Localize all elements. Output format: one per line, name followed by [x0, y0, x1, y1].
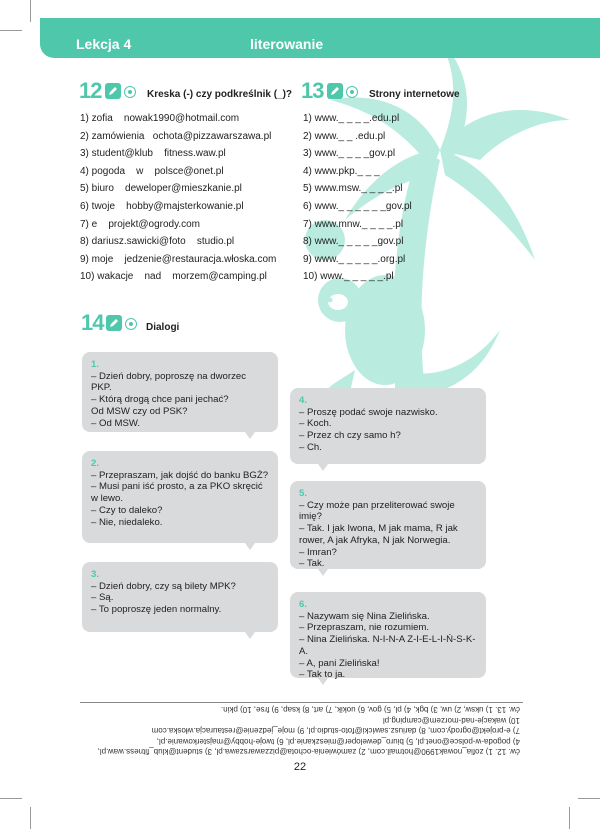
list-item: 3) student@klub fitness.waw.pl	[80, 148, 226, 160]
list-item: 2) www._ _ .edu.pl	[303, 130, 386, 142]
dialog-line: – Imran?	[299, 546, 337, 558]
dialog-line: – Przez ch czy samo h?	[299, 430, 401, 442]
dialog-bubble-4	[290, 388, 486, 464]
dialog-line: – Nazywam się Nina Zielińska.	[299, 610, 430, 622]
dialog-line: – Dzień dobry, czy są bilety MPK?	[91, 580, 236, 592]
pencil-icon	[106, 315, 122, 331]
list-item: 6) www._ _ _ _ _ _gov.pl	[303, 200, 412, 212]
exercise-12-list	[80, 110, 300, 286]
dialog-number: 6.	[299, 599, 308, 610]
list-item: 8) dariusz.sawicki@foto studio.pl	[80, 236, 235, 248]
bubble-tail	[318, 569, 328, 576]
dialog-line: – Dzień dobry, poproszę na dworzec PKP.	[91, 370, 249, 394]
exercise-14-number: 14	[81, 310, 104, 335]
dialog-line: – To poproszę jeden normalny.	[91, 604, 222, 616]
dialog-line: Od MSW czy od PSK?	[91, 405, 188, 417]
answer-line: 10) wakacje-nad-morzem@camping.pl	[382, 715, 520, 725]
bubble-tail	[245, 632, 255, 639]
list-item: 5) biuro deweloper@mieszkanie.pl	[80, 183, 242, 195]
list-item: 10) wakacje nad morzem@camping.pl	[80, 271, 267, 283]
dialog-number: 5.	[299, 488, 308, 499]
exercise-13-title: Strony internetowe	[369, 89, 460, 100]
dialog-bubble-5	[290, 481, 486, 569]
exercise-12-number: 12	[79, 78, 102, 103]
answer-line: 4) pogoda-w-polsce@onet.pl, 5) biuro_deweloper@mieszkanie.pl, 6) twoje-hobby@majsterkowanie.pl,	[156, 736, 520, 746]
dialog-line: – Tak. I jak Iwona, M jak mama, R jak rower, A jak Afryka, N jak Norwegia.	[299, 523, 461, 546]
dialog-line: – Ch.	[299, 441, 322, 453]
dialog-line: – Czy to daleko?	[91, 504, 163, 516]
dialog-line: – Nina Zielińska. N-I-N-A Z-I-E-L-I-Ń-S-K-A.	[299, 634, 476, 657]
list-item: 9) moje jedzenie@restauracja.włoska.com	[80, 253, 277, 265]
dialog-number: 1.	[91, 359, 100, 370]
dialog-line: – Tak to ja.	[299, 669, 346, 681]
lesson-label: Lekcja 4	[76, 36, 132, 52]
list-item: 4) pogoda w polsce@onet.pl	[80, 165, 224, 177]
dialog-line: – A, pani Zielińska!	[299, 657, 380, 669]
dialog-line: – Tak.	[299, 558, 325, 570]
page-number: 22	[293, 761, 307, 773]
list-item: 1) zofia nowak1990@hotmail.com	[80, 113, 240, 124]
dialog-line: – Koch.	[299, 418, 332, 430]
list-item: 7) www.mnw._ _ _ _.pl	[303, 218, 404, 230]
dialog-line: – Czy może pan przeliterować swoje imię?	[299, 499, 458, 523]
list-item: 5) www.msw._ _ _ _.pl	[303, 183, 403, 195]
dialog-line: – Proszę podać swoje nazwisko.	[299, 406, 438, 418]
dialog-line: – Przepraszam, nie rozumiem.	[299, 622, 430, 634]
pencil-icon	[327, 83, 343, 99]
list-item: 7) e projekt@ogrody.com	[80, 218, 201, 230]
dialog-line: – Są.	[91, 592, 114, 604]
bubble-tail	[245, 543, 255, 550]
header-top-band	[40, 0, 600, 18]
list-item: 8) www._ _ _ _ _gov.pl	[303, 236, 404, 248]
list-item: 2) zamówienia ochota@pizzawarszawa.pl	[80, 130, 272, 142]
list-item: 1) www._ _ _ _.edu.pl	[303, 113, 400, 124]
dialog-line: – Którą drogą chce pani jechać?	[91, 394, 229, 406]
audio-icon	[124, 86, 136, 98]
dialog-number: 2.	[91, 458, 100, 469]
dialog-number: 3.	[91, 569, 100, 580]
list-item: 6) twoje hobby@majsterkowanie.pl	[80, 200, 244, 212]
answer-line: ćw. 12. 1) zofia_nowak1990@hotmail.com, 2) zamówienia-ochota@pizzawarszawa.pl, 3) student@klub_fitness.waw.pl,	[97, 747, 520, 757]
dialog-line: – Musi pani iść prosto, a za PKO skręcić w lewo.	[91, 481, 266, 505]
exercise-13-list	[303, 110, 463, 286]
exercise-14-title: Dialogi	[146, 322, 180, 333]
answer-key-divider	[80, 702, 523, 703]
bubble-tail	[245, 432, 255, 439]
dialog-line: – Od MSW.	[91, 417, 141, 429]
list-item: 4) www.pkp._ _ _	[303, 165, 380, 177]
list-item: 9) www._ _ _ _ _.org.pl	[303, 253, 406, 265]
audio-icon	[125, 318, 137, 330]
dialog-bubble-2	[82, 451, 278, 543]
audio-icon	[346, 86, 358, 98]
dialog-number: 4.	[299, 395, 308, 406]
dialog-line: – Nie, niedaleko.	[91, 516, 163, 528]
dialog-bubble-1	[82, 352, 278, 432]
answer-line: 7) e-projekt@ogrody.com, 8) dariusz.sawicki@foto-studio.pl, 9) moje_jedzenie@restauracja.włoska.com	[151, 726, 520, 736]
pencil-icon	[105, 83, 121, 99]
list-item: 3) www._ _ _ _gov.pl	[303, 148, 396, 160]
bubble-tail	[318, 464, 328, 471]
list-item: 10) www._ _ _ _ _.pl	[303, 271, 394, 283]
exercise-12-title: Kreska (-) czy podkreślnik (_)?	[147, 89, 293, 100]
answer-key	[80, 704, 520, 756]
answer-line: ćw. 13. 1) uksw, 2) uw, 3) bgk, 4) pl, 5) gov, 6) uokik, 7) art, 8) ksap, 9) frse, 10) pkin.	[220, 705, 520, 715]
lesson-topic: literowanie	[250, 36, 324, 52]
bubble-tail	[318, 678, 328, 685]
dialog-bubble-3	[82, 562, 278, 632]
dialog-bubble-6	[290, 592, 486, 681]
exercise-13-number: 13	[301, 78, 324, 103]
dialog-line: – Przepraszam, jak dojść do banku BGŻ?	[91, 469, 269, 481]
